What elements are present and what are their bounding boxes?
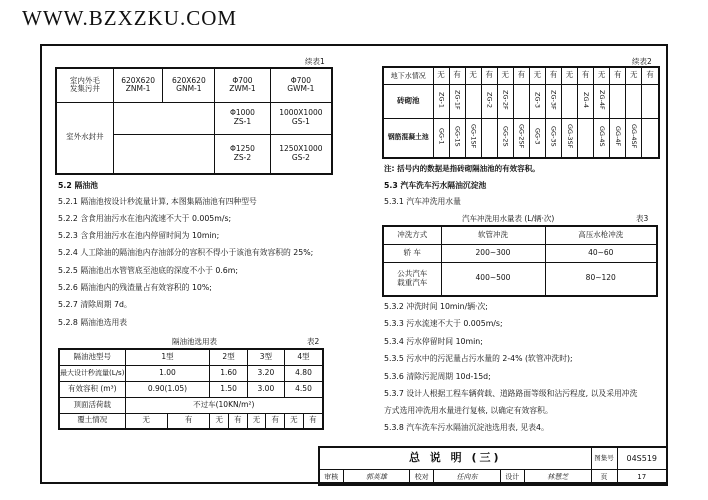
t2-cover: 无 — [285, 413, 304, 429]
t2c-code: ZG-2F — [501, 89, 510, 110]
title-block — [318, 446, 668, 486]
t2c-code: GG-4S — [597, 126, 606, 147]
page-label: 页 — [591, 469, 617, 485]
t2c-code: ZG-4F — [597, 89, 606, 110]
t2c-h: 有 — [481, 67, 497, 84]
t2c-code: ZG-1 — [437, 91, 446, 108]
t2c-code: GG-1S — [453, 126, 462, 147]
t2c-h: 有 — [642, 67, 659, 84]
t2-cover: 无 — [125, 413, 167, 429]
t2c-code: GG-3SF — [565, 124, 574, 149]
table2-caption: 表2 — [307, 337, 320, 346]
t2c-code: GG-4SF — [630, 124, 639, 149]
t2c-row2-label: 钢筋混凝土池 — [383, 118, 433, 158]
t2c-row1-label: 砖砌池 — [383, 84, 433, 118]
t2-cell: 4.80 — [285, 365, 323, 381]
t2-cell: 3.20 — [247, 365, 284, 381]
t2-cover: 无 — [247, 413, 266, 429]
t1-cell: 室外水封井 — [56, 102, 113, 174]
t2-cover: 有 — [303, 413, 323, 429]
t2-cover-label: 覆土情况 — [59, 413, 125, 429]
t2-cell: 4.50 — [285, 381, 323, 397]
clause: 5.2.8 隔油池选用表 — [58, 318, 128, 327]
t1-cell: 1000X1000 GS-1 — [270, 102, 332, 134]
t3-cell: 40~60 — [545, 244, 657, 262]
site-watermark: WWW.BZXZKU.COM — [22, 6, 238, 30]
clause: 5.2.5 隔油池出水管管底至池底的深度不小于 0.6m; — [58, 266, 238, 275]
t2c-code: ZG-2 — [485, 91, 494, 108]
t3-h: 高压水枪冲洗 — [545, 226, 657, 244]
t2c-code: GG-3S — [549, 126, 558, 147]
section-5-3-title: 5.3 汽车洗车污水隔油沉淀池 — [384, 181, 487, 190]
t2c-code: GG-4F — [613, 126, 622, 147]
t2c-h: 有 — [513, 67, 529, 84]
t3-cell: 公共汽车 载重汽车 — [383, 262, 441, 296]
drawing-title: 总 说 明 (三) — [319, 447, 591, 469]
t2c-h: 无 — [594, 67, 610, 84]
t2c-code: GG-2S — [501, 126, 510, 147]
clause: 方式选用冲洗用水量进行复核, 以确定有效容积。 — [384, 406, 553, 415]
clause: 5.3.8 汽车洗车污水隔油沉淀池选用表, 见表4。 — [384, 423, 549, 432]
clause: 5.2.3 含食用油污水在池内停留时间为 10min; — [58, 231, 220, 240]
clause: 5.3.5 污水中的污泥量占污水量的 2-4% (软管冲洗时); — [384, 354, 573, 363]
t1-blank — [113, 102, 214, 134]
page-number: 17 — [617, 469, 667, 485]
t2c-h: 无 — [529, 67, 545, 84]
t3-cell: 80~120 — [545, 262, 657, 296]
t3-h: 冲洗方式 — [383, 226, 441, 244]
t2-cell: 最大设计秒流量(L/s) — [59, 365, 125, 381]
table3 — [382, 225, 658, 297]
t2-cell: 0.90(1.05) — [125, 381, 210, 397]
t2-roof-value: 不过车(10KN/m²) — [125, 397, 323, 413]
t3-cell: 400~500 — [441, 262, 545, 296]
t2-h: 隔油池型号 — [59, 349, 125, 365]
t1-blank — [113, 134, 214, 174]
t2c-code: GG-1SF — [469, 124, 478, 149]
t1-cell: Φ700 ZWM-1 — [215, 68, 271, 102]
t2c-h: 有 — [545, 67, 561, 84]
clause: 5.3.7 设计人根据工程车辆荷载、道路路面等级和沾污程度, 以及采用冲洗 — [384, 389, 638, 398]
clause: 5.3.1 汽车冲洗用水量 — [384, 197, 461, 206]
t3-cell: 200~300 — [441, 244, 545, 262]
t2-cell: 有效容积 (m³) — [59, 381, 125, 397]
t2c-code: ZG-3 — [533, 91, 542, 108]
t1-cell: 620X620 GNM-1 — [163, 68, 215, 102]
t2-h: 1型 — [125, 349, 210, 365]
t2c-header-label: 地下水情况 — [383, 67, 433, 84]
t2c-h: 有 — [578, 67, 594, 84]
t2c-code: ZG-3F — [549, 89, 558, 110]
t3-h: 软管冲洗 — [441, 226, 545, 244]
t2-cell: 1.50 — [210, 381, 247, 397]
t2c-code: GG-1 — [437, 128, 446, 145]
t2c-code: GG-2SF — [517, 124, 526, 149]
table1-caption: 续表1 — [305, 57, 325, 66]
t1-cell: 620X620 ZNM-1 — [113, 68, 163, 102]
t2-cell: 3.00 — [247, 381, 284, 397]
reviewer-name: 郭英雄 — [343, 469, 410, 485]
table2-title: 隔油池选用表 — [172, 337, 217, 346]
t1-cell: 1250X1000 GS-2 — [270, 134, 332, 174]
atlas-label: 图集号 — [591, 447, 617, 469]
designer-name: 林慧芝 — [524, 469, 591, 485]
check-label: 校对 — [410, 469, 434, 485]
review-label: 审核 — [319, 469, 343, 485]
t2c-h: 有 — [449, 67, 465, 84]
t2-cell: 1.00 — [125, 365, 210, 381]
design-label: 设计 — [500, 469, 524, 485]
t2c-h: 无 — [433, 67, 449, 84]
note-right: 注: 括号内的数据是指砖砌隔油池的有效容积。 — [384, 164, 540, 173]
clause: 5.2.7 清除周期 7d。 — [58, 300, 132, 309]
t2-h: 2型 — [210, 349, 247, 365]
t2c-h: 有 — [610, 67, 626, 84]
table2 — [58, 348, 324, 430]
t2-cell: 1.60 — [210, 365, 247, 381]
clause: 5.3.3 污水流速不大于 0.005m/s; — [384, 319, 503, 328]
section-5-2-title: 5.2 隔油池 — [58, 181, 98, 190]
t2c-h: 无 — [497, 67, 513, 84]
t2-cover: 有 — [167, 413, 210, 429]
t2-h: 4型 — [285, 349, 323, 365]
clause: 5.2.2 含食用油污水在池内流速不大于 0.005m/s; — [58, 214, 232, 223]
t2-cover: 有 — [266, 413, 285, 429]
t2-cover: 有 — [229, 413, 248, 429]
t2c-code: ZG-1F — [453, 89, 462, 110]
clause: 5.3.4 污水停留时间 10min; — [384, 337, 483, 346]
t1-cell: 室内外毛 发集污井 — [56, 68, 113, 102]
clause: 5.2.6 隔油池内的残渣量占有效容积的 10%; — [58, 283, 212, 292]
clause: 5.3.6 清除污泥周期 10d-15d; — [384, 372, 491, 381]
t1-cell: Φ1250 ZS-2 — [215, 134, 271, 174]
table2c-caption: 续表2 — [632, 57, 652, 66]
t2-h: 3型 — [247, 349, 284, 365]
atlas-number: 04S519 — [617, 447, 667, 469]
table1 — [55, 67, 333, 175]
t2c-h: 无 — [626, 67, 642, 84]
t2-roof-label: 顶面活荷载 — [59, 397, 125, 413]
clause: 5.3.2 冲洗时间 10min/辆·次; — [384, 302, 488, 311]
table3-title: 汽车冲洗用水量表 (L/辆·次) — [462, 214, 555, 223]
table2-continued — [382, 66, 660, 159]
table3-caption: 表3 — [636, 214, 649, 223]
t1-cell: Φ1000 ZS-1 — [215, 102, 271, 134]
t2-cover: 无 — [210, 413, 229, 429]
t2c-code: GG-3 — [533, 128, 542, 145]
clause: 5.2.4 人工除油的隔油池内存油部分的容积不得小于该池有效容积的 25%; — [58, 248, 314, 257]
t1-cell: Φ700 GWM-1 — [270, 68, 332, 102]
t2c-code: ZG-4 — [581, 91, 590, 108]
t2c-h: 无 — [562, 67, 578, 84]
t3-cell: 轿 车 — [383, 244, 441, 262]
clause: 5.2.1 隔油池按设计秒流量计算, 本图集隔油池有四种型号 — [58, 197, 257, 206]
checker-name: 任向东 — [434, 469, 501, 485]
t2c-h: 无 — [465, 67, 481, 84]
